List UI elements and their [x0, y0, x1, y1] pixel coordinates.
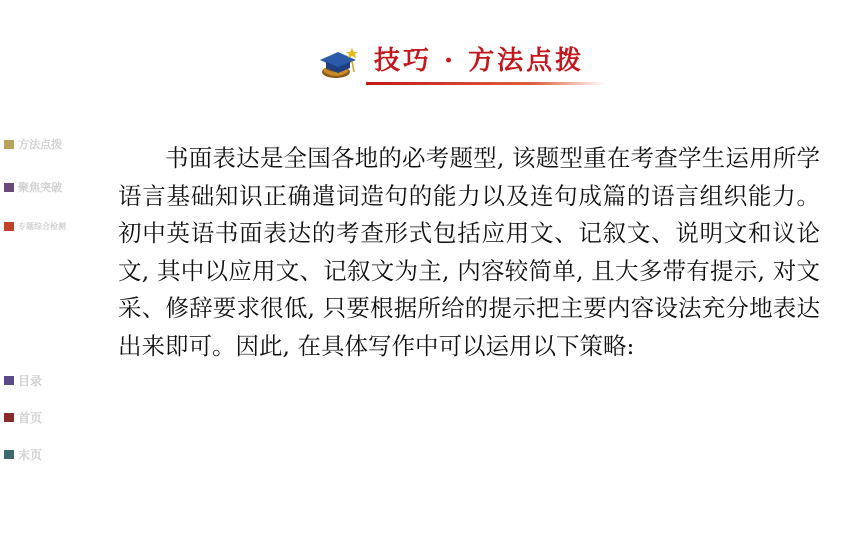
nav-item-test[interactable]	[4, 221, 66, 232]
nav-link-first-page[interactable]	[4, 409, 42, 426]
page-title: 技巧 · 方法点拨	[374, 46, 585, 76]
section-header	[318, 38, 618, 90]
nav-link-contents[interactable]	[4, 372, 42, 389]
nav-link-last-page[interactable]	[4, 446, 42, 463]
nav-link-label: 首页	[18, 411, 43, 425]
square-icon	[4, 140, 14, 149]
main-paragraph: 书面表达是全国各地的必考题型, 该题型重在考查学生运用所学语言基础知识正确遣词造句的能力以及连句成篇的语言组织能力。初中英语书面表达的考查形式包括应用文、记叙文、说明文和议论文, 其中以应用文、记叙文为主, 内容较简单, 且大多带有提示, 对文采、修辞要求很低, 只要根据所给的提示把主要内容设法充分地表达出来即可。因此, 在具体写作中可以运用以下策略:	[118, 144, 820, 360]
square-icon	[4, 413, 14, 422]
nav-item-label: 专题综合检测	[18, 222, 66, 231]
nav-link-label: 目录	[18, 374, 43, 388]
square-icon	[4, 450, 14, 459]
square-icon	[4, 376, 14, 385]
title-underline	[366, 82, 606, 85]
graduation-cap-icon	[318, 46, 360, 80]
nav-item-method[interactable]	[4, 136, 62, 152]
nav-item-focus[interactable]	[4, 179, 62, 195]
nav-item-label: 聚焦突破	[18, 181, 62, 194]
nav-link-label: 末页	[18, 448, 43, 462]
square-icon	[4, 183, 14, 192]
square-icon	[4, 222, 14, 231]
nav-item-label: 方法点拨	[18, 138, 62, 151]
